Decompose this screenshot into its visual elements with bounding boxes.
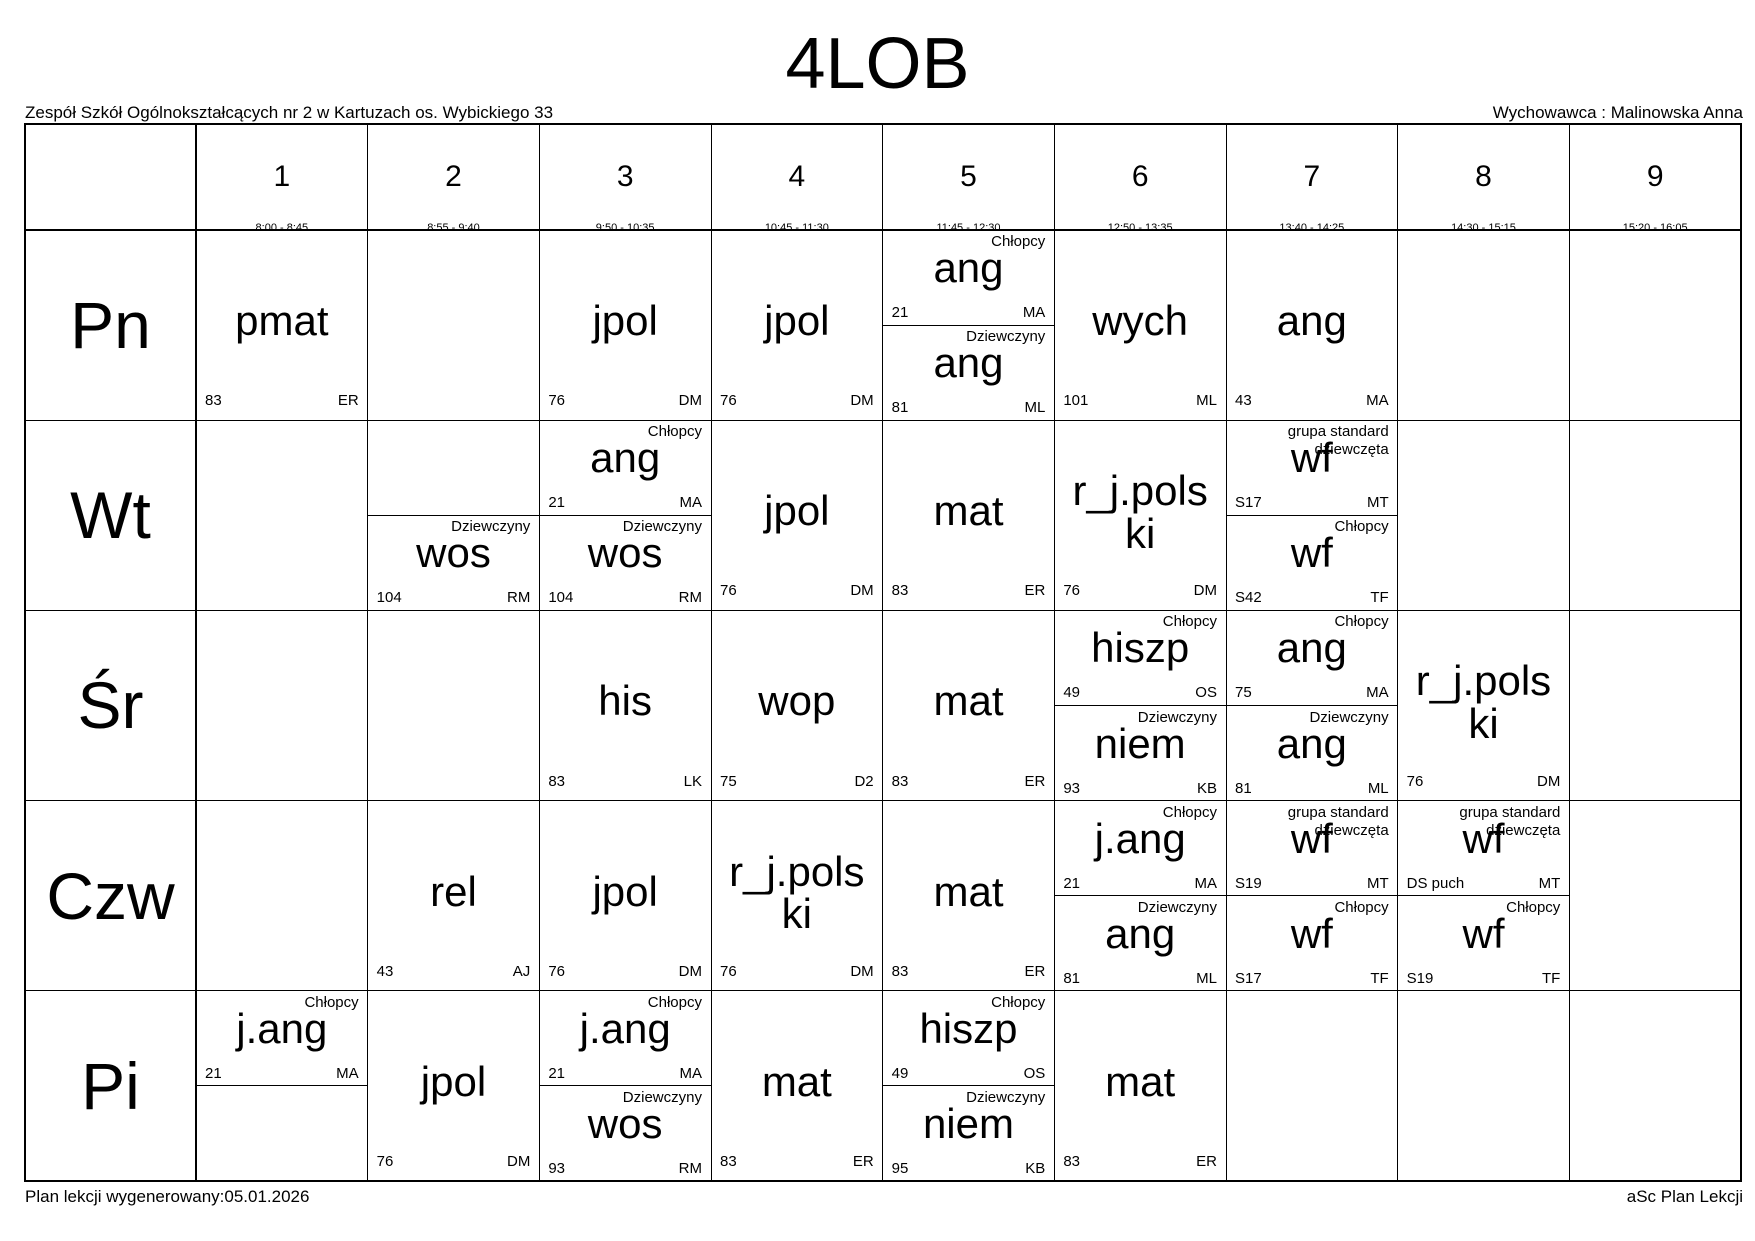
school-name: Zespół Szkół Ogólnokształcących nr 2 w Kartuzach os. Wybickiego 33 [25, 103, 554, 122]
teacher-code: AJ [512, 962, 531, 980]
day-label-czw: Czw [46, 858, 175, 933]
group-label: Dziewczyny [966, 1088, 1046, 1106]
teacher-code: MT [1366, 494, 1389, 512]
teacher-code: RM [678, 1159, 702, 1177]
period-time: 13:40 - 14:25 [1279, 222, 1345, 234]
room-number: 83 [891, 962, 909, 980]
teacher-code: DM [1536, 772, 1561, 790]
lesson-cell [196, 230, 368, 420]
period-number: 8 [1475, 160, 1492, 193]
subject: wf [1462, 814, 1505, 862]
lesson-cell [1226, 420, 1398, 515]
subject: j.ang [579, 1004, 671, 1052]
teacher-code: OS [1195, 684, 1217, 702]
period-number: 2 [445, 160, 462, 193]
subject: jpol [420, 1057, 487, 1105]
period-time: 11:45 - 12:30 [936, 222, 1001, 234]
lesson-cell [1226, 801, 1398, 896]
room-number: 104 [548, 589, 574, 607]
group-label: Chłopcy [1334, 898, 1389, 916]
room-number: S19 [1406, 969, 1434, 987]
teacher-code: MA [1366, 684, 1389, 702]
room-number: 81 [891, 399, 909, 417]
period-number: 7 [1303, 160, 1321, 193]
teacher-code: DM [1193, 582, 1217, 600]
teacher-code: MA [679, 1064, 702, 1082]
lesson-cell [1054, 420, 1226, 610]
day-label-wt: Wt [70, 478, 151, 553]
period-time: 14:30 - 15:15 [1451, 222, 1516, 234]
lesson-cell [1398, 610, 1570, 800]
subject: j.ang [236, 1004, 328, 1052]
period-time: 8:55 - 9:40 [427, 222, 480, 234]
subject: ang [1105, 909, 1176, 957]
room-number: 101 [1063, 392, 1089, 410]
group-label: grupa standard dziewczęta [1287, 803, 1389, 839]
subject: hiszp [1091, 624, 1190, 672]
day-label-śr: Śr [77, 668, 144, 743]
group-label: Chłopcy [647, 423, 702, 441]
room-number: 76 [1406, 772, 1424, 790]
teacher-code: RM [678, 589, 702, 607]
group-label: Dziewczyny [622, 1088, 702, 1106]
subject: ang [1276, 624, 1347, 672]
period-time: 9:50 - 10:35 [595, 222, 655, 234]
room-number: 76 [548, 962, 566, 980]
period-header-5 [883, 124, 1055, 234]
group-label: Dziewczyny [451, 518, 531, 536]
room-number: 76 [376, 1152, 394, 1170]
lesson-cell [539, 801, 711, 991]
subject: wos [416, 529, 491, 577]
period-header-6 [1054, 124, 1226, 234]
lesson-cell [711, 801, 883, 991]
group-label: grupa standard dziewczęta [1459, 803, 1561, 839]
subject: pmat [235, 297, 329, 344]
room-number: 81 [1063, 969, 1081, 987]
lesson-cell [883, 230, 1055, 325]
teacher-code: MT [1538, 874, 1561, 892]
lesson-cell [883, 325, 1055, 420]
subject: wop [758, 677, 836, 725]
teacher-code: MA [1366, 392, 1389, 410]
lesson-cell [1226, 610, 1398, 705]
lesson-cell [1054, 230, 1226, 420]
room-number: S17 [1235, 969, 1262, 987]
room-number: 21 [205, 1064, 222, 1082]
teacher-code: ER [1196, 1152, 1217, 1170]
teacher-code: DM [678, 392, 702, 410]
group-label: Chłopcy [991, 993, 1046, 1011]
teacher-code: TF [1370, 969, 1389, 987]
period-header-1 [196, 124, 368, 234]
lesson-cell [1054, 801, 1226, 896]
subject: wf [1290, 814, 1333, 862]
lesson-cell [368, 991, 540, 1181]
subject: wf [1290, 909, 1333, 957]
subject: ang [1276, 297, 1347, 344]
subject: r_j.pols ki [1072, 467, 1208, 558]
group-label: Chłopcy [1162, 613, 1217, 631]
teacher-code: MA [336, 1064, 359, 1082]
subject: ang [1276, 719, 1347, 767]
lesson-cell [539, 230, 711, 420]
teacher-code: DM [506, 1152, 531, 1170]
period-time: 10:45 - 11:30 [764, 222, 829, 234]
class-title: 4LOB [785, 24, 970, 104]
group-label: Dziewczyny [622, 518, 702, 536]
day-label-pi: Pi [81, 1048, 140, 1123]
lesson-cell [1054, 896, 1226, 991]
subject: mat [933, 677, 1004, 725]
period-header-7 [1226, 124, 1398, 234]
subject: jpol [764, 487, 830, 535]
room-number: 83 [1063, 1152, 1081, 1170]
teacher-code: DM [850, 962, 874, 980]
lesson-cell [1226, 706, 1398, 801]
software-credit: aSc Plan Lekcji [1626, 1187, 1743, 1206]
period-header-4 [711, 124, 883, 234]
group-label: Dziewczyny [1137, 898, 1217, 916]
subject: wf [1290, 529, 1333, 577]
room-number: 76 [720, 392, 737, 410]
room-number: 83 [891, 582, 909, 600]
lesson-cell [539, 610, 711, 800]
room-number: 49 [891, 1064, 909, 1082]
subject: wf [1462, 909, 1505, 957]
teacher-code: KB [1025, 1159, 1046, 1177]
teacher-code: ER [1024, 962, 1046, 980]
lesson-cell [711, 230, 883, 420]
group-label: Chłopcy [647, 993, 702, 1011]
lesson-cell [883, 1086, 1055, 1181]
teacher-code: OS [1023, 1064, 1046, 1082]
class-tutor: Wychowawca : Malinowska Anna [1492, 103, 1743, 122]
table-border [1740, 124, 1742, 1181]
day-label-pn: Pn [70, 288, 151, 362]
room-number: 21 [548, 1064, 566, 1082]
lesson-cell [196, 991, 368, 1086]
subject: wos [587, 1099, 663, 1147]
subject: ang [590, 434, 661, 482]
group-label: Dziewczyny [1137, 708, 1217, 726]
teacher-code: LK [683, 772, 702, 790]
period-number: 3 [616, 160, 634, 193]
period-header-3 [539, 124, 711, 234]
period-number: 9 [1646, 160, 1664, 193]
teacher-code: ML [1196, 969, 1217, 987]
lesson-cell [539, 515, 711, 610]
teacher-code: DM [850, 582, 874, 600]
room-number: 83 [720, 1152, 737, 1170]
subject: rel [430, 867, 477, 915]
period-number: 4 [788, 160, 806, 193]
lesson-cell [1398, 896, 1570, 991]
subject: j.ang [1094, 814, 1186, 862]
subject: r_j.pols ki [729, 847, 865, 938]
lesson-cell [883, 420, 1055, 610]
group-label: Chłopcy [1334, 613, 1389, 631]
room-number: 21 [891, 304, 909, 322]
room-number: 76 [1063, 582, 1081, 600]
period-time: 15:20 - 16:05 [1622, 222, 1688, 234]
group-label: Chłopcy [1506, 898, 1561, 916]
subject: jpol [592, 297, 658, 344]
room-number: 43 [1235, 392, 1252, 410]
period-time: 12:50 - 13:35 [1107, 222, 1173, 234]
subject: mat [1105, 1057, 1176, 1105]
subject: hiszp [919, 1004, 1018, 1052]
teacher-code: D2 [854, 772, 874, 790]
subject: ang [933, 339, 1004, 387]
teacher-code: TF [1541, 969, 1561, 987]
lesson-cell [1398, 801, 1570, 896]
room-number: 104 [376, 589, 402, 607]
group-label: grupa standard dziewczęta [1287, 423, 1389, 459]
lesson-cell [539, 991, 711, 1086]
room-number: S17 [1235, 494, 1262, 512]
room-number: 75 [1235, 684, 1252, 702]
subject: his [598, 677, 652, 725]
teacher-code: TF [1370, 589, 1389, 607]
group-label: Dziewczyny [1309, 708, 1389, 726]
subject: wych [1092, 297, 1188, 344]
teacher-code: ER [1024, 772, 1046, 790]
lesson-cell [883, 610, 1055, 800]
room-number: S42 [1235, 589, 1262, 607]
lesson-cell [711, 420, 883, 610]
room-number: DS puch [1406, 874, 1465, 892]
room-number: 43 [376, 962, 394, 980]
subject: jpol [764, 297, 830, 344]
teacher-code: MA [1022, 304, 1046, 322]
teacher-code: MA [679, 494, 702, 512]
lesson-cell [368, 801, 540, 991]
subject: jpol [592, 867, 658, 915]
teacher-code: ER [852, 1152, 874, 1170]
room-number: 81 [1235, 779, 1252, 797]
lesson-cell [368, 515, 540, 610]
lesson-cell [1054, 991, 1226, 1181]
lesson-cell [1226, 515, 1398, 610]
teacher-code: ER [337, 392, 359, 410]
period-number: 5 [960, 160, 977, 193]
period-number: 1 [273, 160, 291, 193]
teacher-code: DM [678, 962, 702, 980]
room-number: 76 [720, 582, 737, 600]
subject: wf [1290, 434, 1333, 482]
teacher-code: DM [850, 392, 874, 410]
lesson-cell [711, 610, 883, 800]
group-label: Chłopcy [1162, 803, 1217, 821]
teacher-code: ML [1024, 399, 1046, 417]
subject: mat [761, 1057, 832, 1105]
period-header-8 [1398, 124, 1570, 234]
room-number: 76 [720, 962, 737, 980]
room-number: 83 [548, 772, 566, 790]
group-label: Chłopcy [304, 993, 359, 1011]
lesson-cell [1054, 610, 1226, 705]
lesson-cell [883, 801, 1055, 991]
period-time: 8:00 - 8:45 [255, 222, 309, 234]
room-number: 75 [720, 772, 737, 790]
teacher-code: ER [1024, 582, 1046, 600]
lesson-cell [883, 991, 1055, 1086]
group-label: Chłopcy [991, 233, 1046, 250]
period-number: 6 [1131, 160, 1149, 193]
teacher-code: RM [506, 589, 531, 607]
room-number: 83 [891, 772, 909, 790]
lesson-cell [539, 420, 711, 515]
teacher-code: MT [1366, 874, 1389, 892]
subject: mat [933, 867, 1004, 915]
room-number: 95 [891, 1159, 909, 1177]
subject: niem [922, 1099, 1014, 1147]
subject: ang [933, 244, 1004, 291]
room-number: 83 [205, 392, 222, 410]
room-number: 76 [548, 392, 566, 410]
lesson-cell [1226, 896, 1398, 991]
room-number: 21 [548, 494, 566, 512]
subject: r_j.pols ki [1415, 657, 1552, 748]
teacher-code: ML [1367, 779, 1389, 797]
room-number: 93 [548, 1159, 566, 1177]
teacher-code: MA [1194, 874, 1217, 892]
room-number: 93 [1063, 779, 1081, 797]
room-number: 49 [1063, 684, 1081, 702]
lesson-cell [711, 991, 883, 1181]
period-header-9 [1569, 124, 1741, 234]
lesson-cell [539, 1086, 711, 1181]
lesson-cell [1226, 230, 1398, 420]
room-number: S19 [1235, 874, 1262, 892]
group-label: Chłopcy [1334, 518, 1389, 536]
group-label: Dziewczyny [966, 328, 1046, 346]
generated-date: Plan lekcji wygenerowany:05.01.2026 [25, 1187, 310, 1206]
subject: niem [1094, 719, 1186, 767]
period-header-2 [368, 124, 540, 234]
teacher-code: ML [1196, 392, 1217, 410]
teacher-code: KB [1196, 779, 1217, 797]
subject: wos [587, 529, 663, 577]
lesson-cell [1054, 706, 1226, 801]
room-number: 21 [1063, 874, 1081, 892]
subject: mat [933, 487, 1004, 535]
